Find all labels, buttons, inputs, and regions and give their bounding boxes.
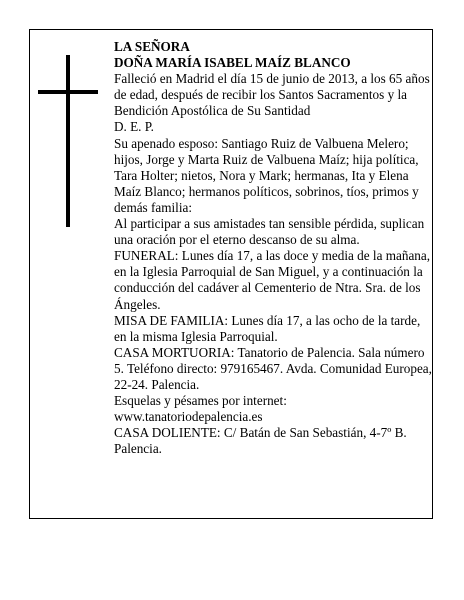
- death-announcement: Falleció en Madrid el día 15 de junio de 2013, a los 65 años de edad, después de recibir los Santos Sacramentos y la Bendición Apostólica de Su Santidad: [114, 71, 430, 119]
- prayer-request: Al participar a sus amistades tan sensible pérdida, suplican una oración por el eterno descanso de su alma.: [114, 216, 425, 248]
- funeral-info: FUNERAL: Lunes día 17, a las doce y media de la mañana, en la Iglesia Parroquial de San Miguel, y a continuación la conducción del cadáver al Cementerio de Ntra. Sra. de los Ángeles.: [114, 248, 431, 312]
- notice-body: [114, 39, 432, 457]
- family-list: Su apenado esposo: Santiago Ruiz de Valbuena Melero; hijos, Jorge y Marta Ruiz de Valbuena Maíz; hija política, Tara Holter; nietos, Nora y Mark; hermanas, Ita y Elena Maíz Blanco; hermanos políticos, sobrinos, tíos, primos y demás familia:: [114, 135, 419, 215]
- condolences-label: Esquelas y pésames por internet:: [114, 393, 287, 409]
- rip-line: D. E. P.: [114, 119, 154, 135]
- cross-vertical-bar: [66, 55, 70, 227]
- notice-title-name: DOÑA MARÍA ISABEL MAÍZ BLANCO: [114, 55, 351, 71]
- funeral-home-info: CASA MORTUORIA: Tanatorio de Palencia. Sala número 5. Teléfono directo: 979165467. Avda. Comunidad Europea, 22-24. Palencia.: [114, 344, 432, 392]
- cross-horizontal-bar: [38, 90, 98, 94]
- notice-title-honorific: LA SEÑORA: [114, 39, 190, 54]
- mourning-house-info: CASA DOLIENTE: C/ Batán de San Sebastián, 4-7º B. Palencia.: [114, 425, 407, 457]
- condolences-website: www.tanatoriodepalencia.es: [114, 409, 263, 425]
- family-mass-info: MISA DE FAMILIA: Lunes día 17, a las ocho de la tarde, en la misma Iglesia Parroquial.: [114, 312, 421, 344]
- obituary-notice: [29, 29, 433, 519]
